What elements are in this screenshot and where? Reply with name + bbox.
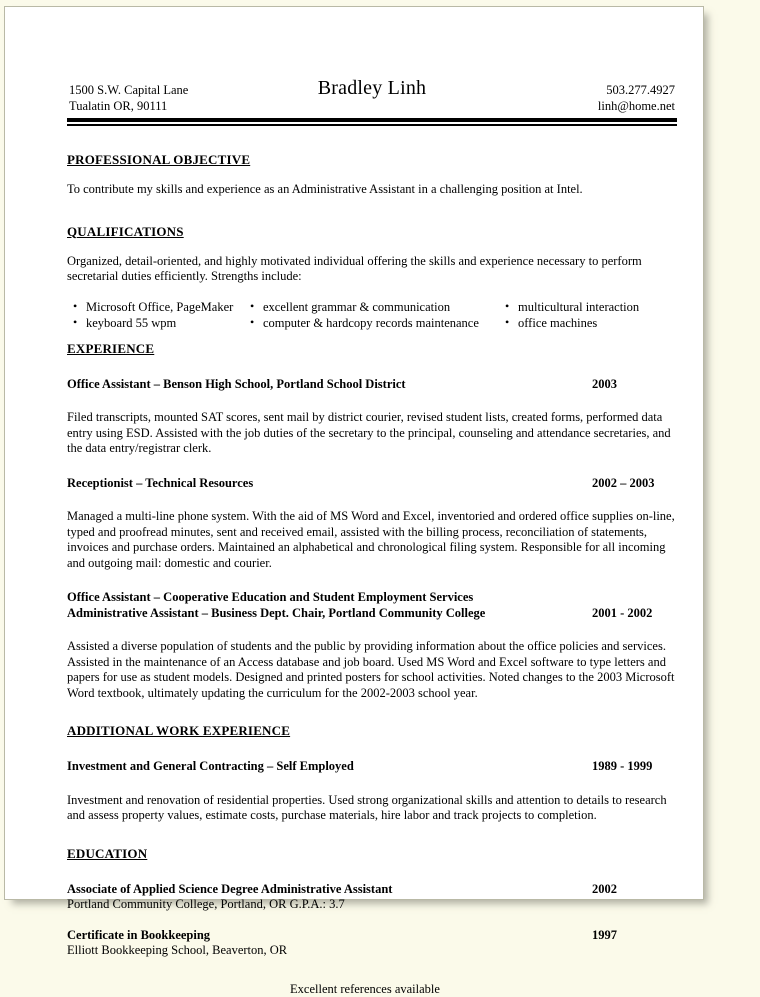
spacer: [67, 392, 677, 410]
candidate-name: Bradley Linh: [317, 77, 427, 99]
education-school: Portland Community College, Portland, OR G.P.A.: 3.7: [67, 897, 345, 911]
education-school: Elliott Bookkeeping School, Beaverton, OR: [67, 943, 288, 957]
job-date: 2002 – 2003: [592, 475, 655, 490]
job-description: Assisted a diverse population of students and the public by providing information about the office policies and services. Assisted in the maintenance of an Access database and job board. Used MS Word and Excel software to type letters and papers for use as student models. Designed and printed posters for school activities. Noted changes to the 2003 Microsoft Word textbook, ultimately updating the curriculum for the 2002-2003 school year.: [67, 639, 675, 700]
job-description: Managed a multi-line phone system. With the aid of MS Word and Excel, inventoried and ordered office supplies on-line, typed and proofread minutes, sent and received email, assisted with the billing process, reconciliation of statements, invoices and purchase orders. Maintained an alphabetical and chronological filing system. Responsible for all incoming and outgoing mail: domestic and courier.: [67, 509, 675, 570]
spacer: [67, 571, 677, 590]
list-item: • Microsoft Office, PageMaker: [73, 299, 233, 315]
job-title-row: [67, 377, 677, 393]
qualifications-intro: Organized, detail-oriented, and highly motivated individual offering the skills and experience necessary to perform secretarial duties efficiently. Strengths include:: [67, 253, 642, 283]
phone-number: 503.277.4927: [606, 83, 675, 97]
spacer: [67, 198, 677, 224]
job-date: 1989 - 1999: [592, 759, 653, 773]
header-rule-thick: [67, 118, 677, 122]
spacer: [67, 240, 677, 254]
bullet-column-1: [73, 299, 233, 331]
address-line-2: Tualatin OR, 90111: [69, 99, 168, 113]
resume-content: [67, 69, 677, 997]
job-title: Office Assistant – Cooperative Education and Student Employment Services: [67, 590, 474, 604]
list-item: • office machines: [505, 315, 639, 331]
spacer: [67, 621, 677, 639]
education-degree-row: [67, 928, 677, 944]
education-degree-row: [67, 882, 677, 898]
section-heading-qualifications: QUALIFICATIONS: [67, 223, 184, 239]
bullet-column-2: [250, 299, 479, 331]
bullet-column-3: [505, 299, 639, 331]
job-subtitle-row: [67, 606, 677, 622]
job-title-row: [67, 759, 677, 775]
list-item: • excellent grammar & communication: [250, 299, 479, 315]
job-date: 2003: [592, 376, 617, 391]
contact-details: [598, 82, 675, 114]
job-title-row: [67, 476, 677, 492]
job-title: Receptionist – Technical Resources: [67, 475, 254, 490]
job-title-row: [67, 590, 677, 606]
objective-text: To contribute my skills and experience as an Administrative Assistant in a challenging position at Intel.: [67, 182, 583, 196]
education-date: 1997: [592, 927, 617, 942]
spacer: [67, 126, 677, 152]
list-item: • multicultural interaction: [505, 299, 639, 315]
spacer: [67, 775, 677, 793]
section-heading-education: EDUCATION: [67, 845, 148, 861]
job-title: Investment and General Contracting – Self Employed: [67, 759, 354, 773]
job-description: Filed transcripts, mounted SAT scores, sent mail by district courier, revised student lists, created forms, performed data entry using ESD. Assisted with the job duties of the secretary to the principal, counseling and attendance secretaries, and the data entry/registrar clerk.: [67, 410, 671, 455]
list-item: • keyboard 55 wpm: [73, 315, 233, 331]
section-heading-experience: EXPERIENCE: [67, 340, 155, 356]
resume-header: [67, 69, 677, 117]
job-description: Investment and renovation of residential properties. Used strong organizational skills and attention to details to research and assess property values, estimate costs, purchase materials, hire labor and track projects to completion.: [67, 792, 667, 822]
resume-page: [4, 6, 704, 996]
qualifications-bullet-columns: [67, 299, 677, 331]
address-line-1: 1500 S.W. Capital Lane: [69, 83, 189, 97]
spacer: [67, 491, 677, 509]
job-title-secondary: Administrative Assistant – Business Dept. Chair, Portland Community College: [67, 605, 486, 620]
education-degree: Associate of Applied Science Degree Administrative Assistant: [67, 881, 393, 896]
job-title: Office Assistant – Benson High School, Portland School District: [67, 376, 406, 391]
job-date: 2001 - 2002: [592, 605, 653, 620]
spacer: [67, 457, 677, 476]
section-heading-additional-experience: ADDITIONAL WORK EXPERIENCE: [67, 723, 291, 738]
section-heading-objective: PROFESSIONAL OBJECTIVE: [67, 152, 251, 167]
education-date: 2002: [592, 881, 617, 896]
education-degree: Certificate in Bookkeeping: [67, 927, 211, 942]
list-item: • computer & hardcopy records maintenance: [250, 315, 479, 331]
email-address: linh@home.net: [597, 99, 675, 113]
spacer: [67, 168, 677, 182]
references-note: Excellent references available: [290, 981, 440, 996]
